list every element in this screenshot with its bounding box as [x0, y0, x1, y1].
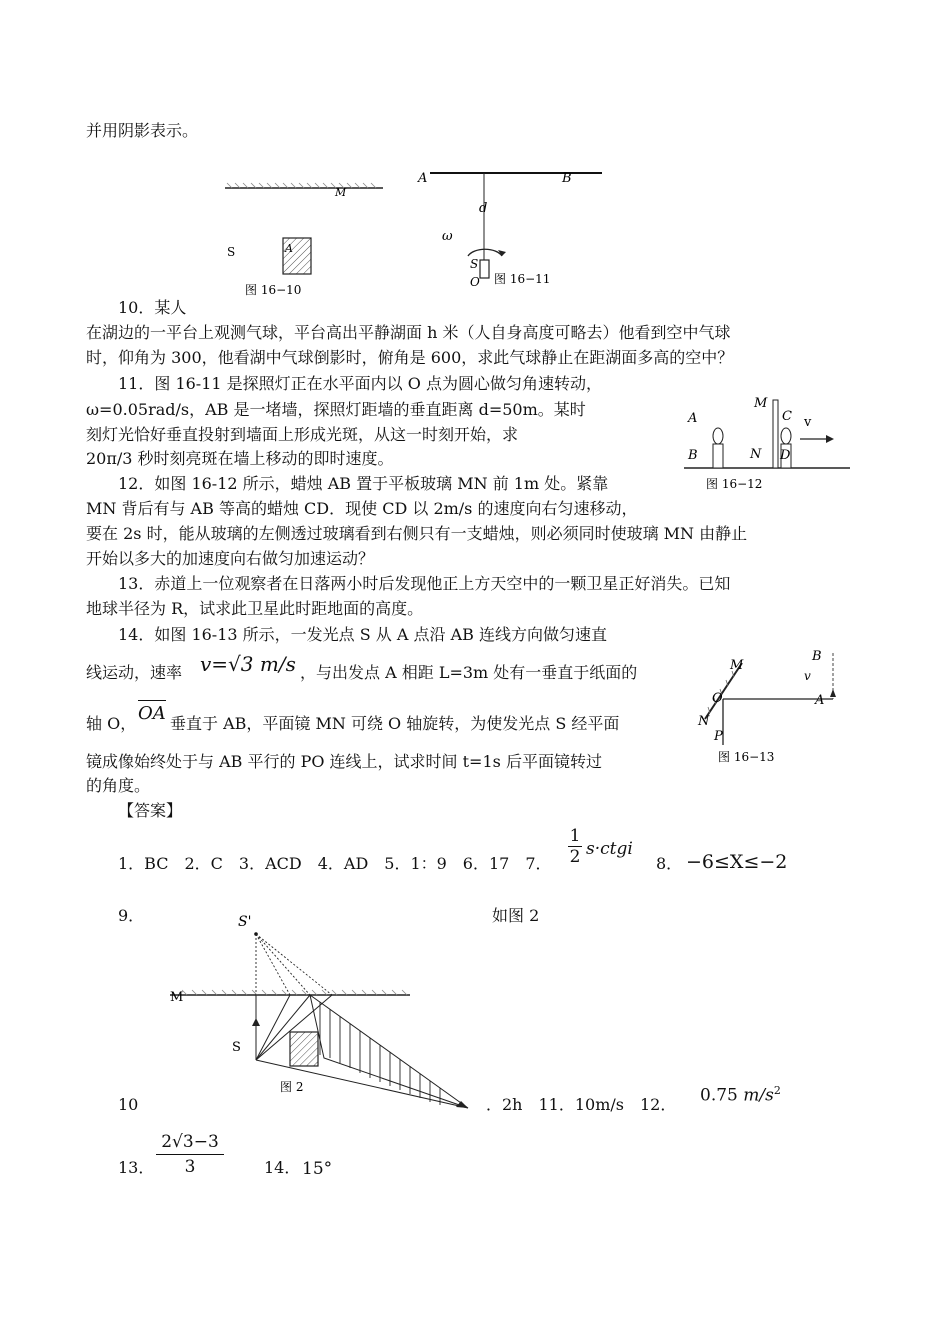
label-v: v: [804, 415, 812, 430]
label-d: D: [780, 448, 791, 463]
q14-oa-vector: OA: [138, 700, 166, 726]
label-b: B: [562, 171, 572, 186]
label-c: C: [782, 409, 792, 424]
direction-arrow: [830, 689, 836, 697]
q11-line4: 20π/3 秒时刻亮斑在墙上移动的即时速度。: [86, 449, 394, 468]
q10-line2: 在湖边的一平台上观测气球，平台高出平静湖面 h 米（人自身高度可略去）他看到空中气球: [86, 323, 731, 342]
answer14-label: 14．: [264, 1158, 301, 1177]
shadow-region: [310, 995, 468, 1108]
answer9-text: 如图 2: [492, 906, 540, 925]
label-a: A: [688, 411, 698, 426]
ray-arrow-1: [252, 1018, 260, 1026]
label-o: O: [470, 275, 480, 289]
label-b: B: [812, 649, 822, 664]
answer12-number: 0.75: [700, 1085, 738, 1106]
q12-line2: MN 背后有与 AB 等高的蜡烛 CD．现使 CD 以 2m/s 的速度向右匀速移动，: [86, 499, 638, 518]
answers-row1: 1．BC 2．C 3．ACD 4．AD 5．1：9 6．17 7．: [118, 854, 552, 873]
label-s: S: [227, 245, 236, 259]
label-omega: ω: [442, 229, 453, 244]
q11-line1: 11．图 16-11 是探照灯正在水平面内以 O 点为圆心做匀角速转动，: [118, 374, 602, 393]
candle-cd-flame: [781, 428, 791, 444]
answer7-denominator: 2: [569, 847, 581, 867]
label-s: S: [232, 1040, 241, 1055]
ray-2: [256, 995, 290, 1060]
answer14-value: 15°: [302, 1159, 333, 1179]
candle-ab: [713, 444, 723, 468]
q12-line1: 12．如图 16-12 所示，蜡烛 AB 置于平板玻璃 MN 前 1m 处。紧靠: [118, 474, 609, 493]
label-a: A: [815, 693, 825, 708]
answer8-expr: −6≤X≤−2: [686, 851, 788, 873]
label-v: v: [804, 669, 811, 683]
caption-16-13: 图 16−13: [718, 750, 775, 764]
rotation-arrow: [468, 249, 502, 256]
q14-line3b: 垂直于 AB，平面镜 MN 可绕 O 轴旋转，为使发光点 S 经平面: [170, 714, 620, 733]
caption-16-11: 图 16−11: [494, 272, 551, 286]
label-d: d: [479, 201, 488, 216]
label-a: A: [285, 242, 293, 255]
q12-line4: 开始以多大的加速度向右做匀加速运动？: [86, 549, 375, 568]
figure-16-10: [215, 178, 390, 298]
obstacle-box: [290, 1032, 318, 1066]
answer13-denominator: 3: [156, 1154, 224, 1179]
answer13-fraction: [156, 1130, 224, 1179]
answer13-label: 13．: [118, 1158, 155, 1177]
caption-fig-2: 图 2: [280, 1080, 304, 1094]
answer12-value: [700, 1080, 781, 1107]
candle-ab-flame: [713, 428, 723, 444]
shadow-hatching: [320, 1002, 440, 1105]
label-s-prime: S': [238, 914, 252, 930]
answer12-unit: m/s: [743, 1085, 774, 1106]
figure-16-11: [410, 162, 610, 292]
label-p: P: [714, 729, 723, 744]
q12-line3: 要在 2s 时，能从玻璃的左侧透过玻璃看到右侧只有一支蜡烛，则必须同时使玻璃 MN 由静止: [86, 524, 748, 543]
q14-velocity-expr: v=√3 m/s: [200, 652, 296, 676]
glass-mn: [773, 400, 778, 468]
label-m: M: [730, 658, 744, 673]
label-s: S: [470, 257, 479, 271]
q14-line2b: ，与出发点 A 相距 L=3m 处有一垂直于纸面的: [300, 663, 638, 682]
q13-line1: 13．赤道上一位观察者在日落两小时后发现他正上方天空中的一颗卫星正好消失。已知: [118, 574, 731, 593]
answer10-label: 10: [118, 1095, 139, 1114]
answer7-expr: s·ctgi: [586, 839, 633, 859]
answer8-label: 8．: [656, 854, 683, 873]
label-m: M: [754, 396, 768, 411]
image-ray-1: [256, 934, 310, 995]
label-n: N: [698, 714, 710, 729]
q14-line4: 镜成像始终处于与 AB 平行的 PO 连线上，试求时间 t=1s 后平面镜转过: [86, 752, 602, 771]
label-m: M: [335, 186, 347, 199]
label-b: B: [688, 448, 698, 463]
q13-line2: 地球半径为 R，试求此卫星此时距地面的高度。: [86, 599, 424, 618]
q10-line1: 10．某人: [118, 298, 187, 317]
q14-line2a: 线运动，速率: [86, 663, 183, 682]
label-a: A: [418, 171, 428, 186]
searchlight: [480, 260, 489, 278]
caption-16-12: 图 16−12: [706, 477, 763, 491]
velocity-arrowhead: [826, 435, 834, 443]
answer12-exponent: 2: [773, 1084, 781, 1097]
image-ray-3: [256, 934, 332, 995]
caption-16-10: 图 16−10: [245, 283, 302, 297]
answer7-fraction: [568, 826, 582, 867]
label-o: O: [712, 691, 723, 706]
answers-heading: 【答案】: [118, 801, 183, 820]
q11-line3: 刻灯光恰好垂直投射到墙面上形成光斑，从这一时刻开始，求: [86, 425, 519, 444]
figure-16-13: [690, 645, 850, 770]
figure-16-12: [676, 392, 856, 492]
label-n: N: [750, 447, 762, 462]
q14-line5: 的角度。: [86, 776, 151, 795]
answer9-label: 9．: [118, 906, 145, 925]
q14-line1: 14．如图 16-13 所示，一发光点 S 从 A 点沿 AB 连线方向做匀速直: [118, 625, 608, 644]
answer13-numerator: 2√3−3: [161, 1132, 219, 1152]
q14-line3a: 轴 O，: [86, 714, 137, 733]
q11-line2: ω=0.05rad/s，AB 是一堵墙，探照灯距墙的垂直距离 d=50m。某时: [86, 400, 586, 419]
figure-2: [160, 908, 480, 1118]
answer7-numerator: 1: [569, 826, 581, 846]
label-m: M: [170, 990, 184, 1005]
image-ray-4: [256, 934, 290, 995]
answers-10-to-12: ．2h 11．10m/s 12．: [486, 1095, 677, 1114]
intro-line: 并用阴影表示。: [86, 121, 199, 140]
q10-line3: 时，仰角为 300，他看湖中气球倒影时，俯角是 600，求此气球静止在距湖面多高的空中？: [86, 348, 734, 367]
